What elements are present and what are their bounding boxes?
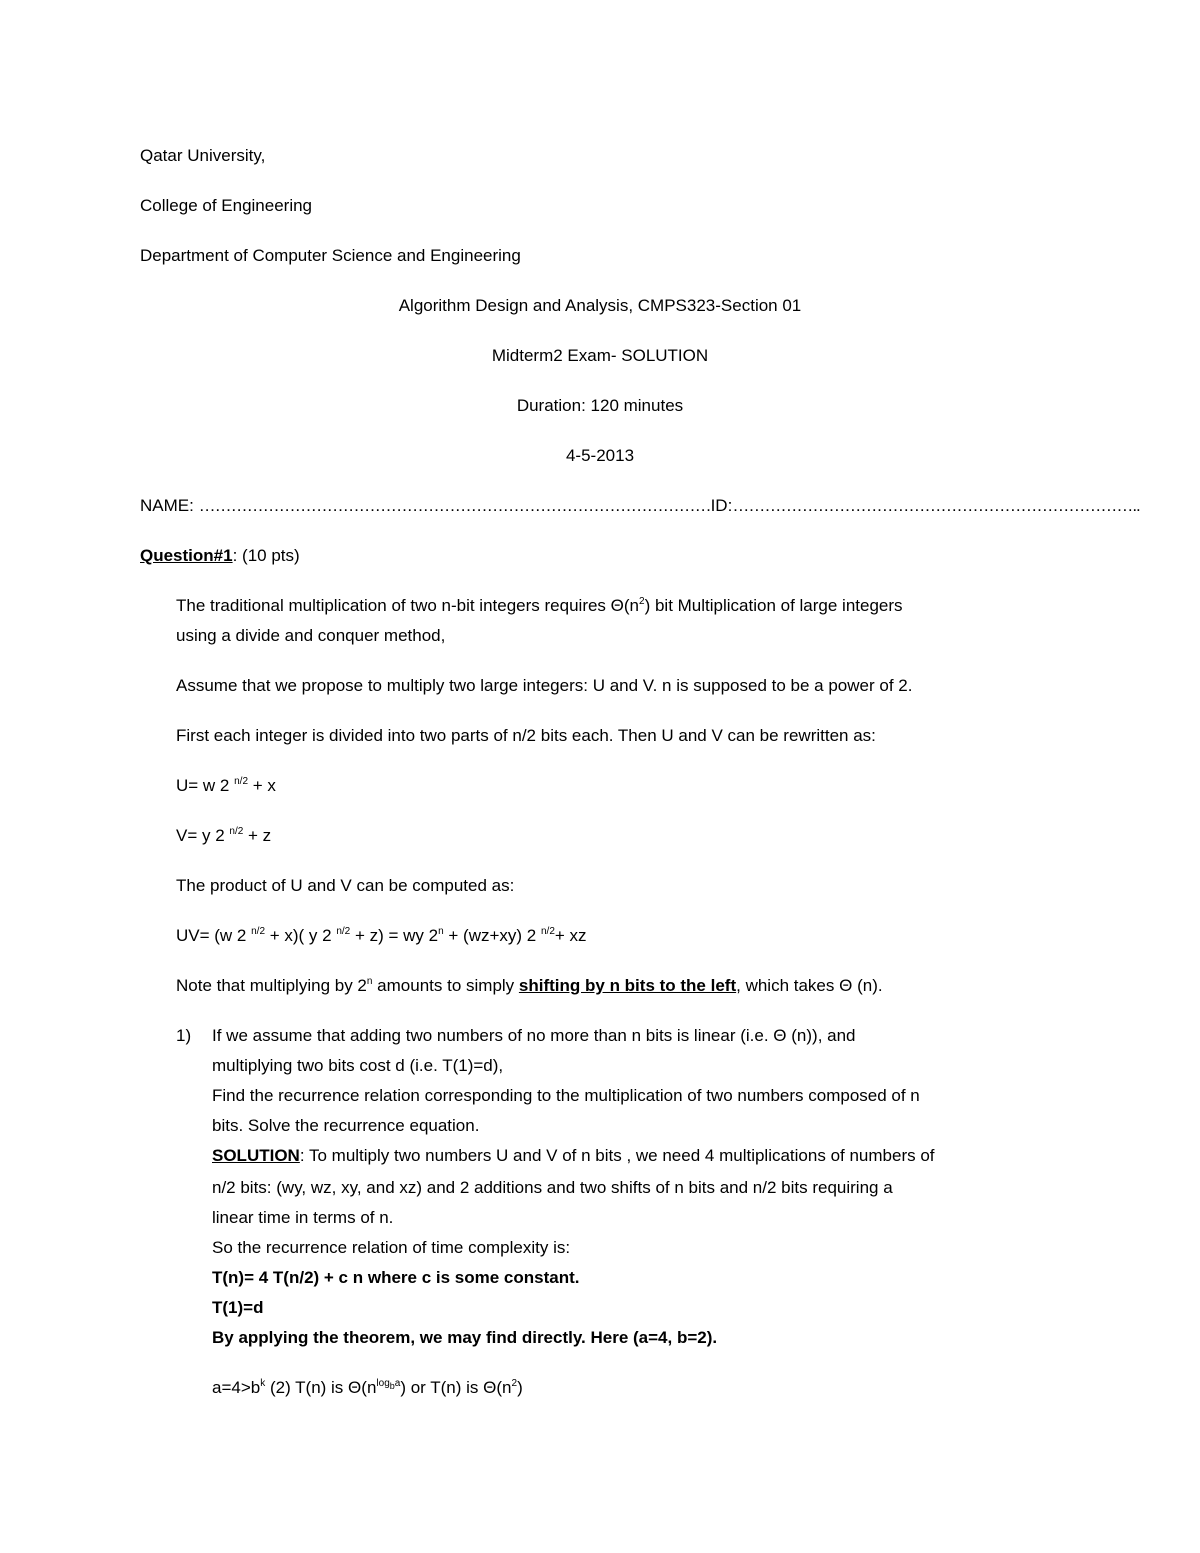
university-name: Qatar University, — [140, 146, 266, 165]
course-title: Algorithm Design and Analysis, CMPS323-Section 01 — [398, 296, 802, 315]
equation-uv: UV= (w 2 $^{n/2}$ + x)( y 2 $^{n/2}$ + z) = wy $2^n + (wz+xy)$ 2 $^{n/2}$+ xz — [176, 926, 587, 945]
equation-u: U= w 2 $^{n/2}$ + x — [176, 776, 276, 795]
theta-symbol: Θ — [348, 1378, 362, 1397]
item-number: 1) — [176, 1026, 192, 1045]
solution-line2: n/2 bits: (wy, wz, xy, and xz) and 2 additions and two shifts of n bits and n/2 bits requiring a — [212, 1178, 893, 1197]
solution-label: SOLUTION — [212, 1146, 300, 1165]
exam-title: Midterm2 Exam- SOLUTION — [491, 346, 709, 365]
exam-duration: Duration: 120 minutes — [516, 396, 684, 415]
name-id-line — [140, 495, 1140, 517]
item1-line4: bits. Solve the recurrence equation. — [212, 1116, 480, 1135]
item1-line1: If we assume that adding two numbers of no more than n bits is linear (i.e. Θ (n)), and — [212, 1026, 856, 1045]
solution-line3: linear time in terms of n. — [212, 1208, 394, 1227]
question1-paragraph1-line2: using a divide and conquer method, — [176, 626, 446, 645]
equation-v: V= y 2 $^{n/2}$ + z — [176, 826, 272, 845]
question1-paragraph1: The traditional multiplication of two n-bit integers requires $\Theta(n^2)$ bit Multiplication of large integers — [176, 596, 903, 615]
name-label: NAME: — [140, 496, 194, 515]
recurrence-relation: T(n)= 4 T(n/2) + c n where c is some constant. — [212, 1268, 580, 1287]
final-result: $a=4>b^k$ (2) T(n) is $\Theta(n^{log_ba})$ or T(n) is $\Theta(n^2)$ — [212, 1378, 523, 1397]
question1-paragraph2: Assume that we propose to multiply two large integers: U and V. n is supposed to be a power of 2. — [176, 676, 913, 695]
department-name: Department of Computer Science and Engineering — [140, 246, 521, 265]
id-label: ID: — [710, 496, 733, 515]
item1-line2: multiplying two bits cost d (i.e. T(1)=d), — [212, 1056, 504, 1075]
theta-symbol: Θ — [773, 1026, 787, 1045]
question1-heading — [140, 545, 300, 567]
theorem-application: By applying the theorem, we may find directly. Here (a=4, b=2). — [212, 1328, 718, 1347]
solution-line4: So the recurrence relation of time complexity is: — [212, 1238, 571, 1257]
question1-paragraph3: First each integer is divided into two parts of n/2 bits each. Then U and V can be rewritten as: — [176, 726, 876, 745]
theta-symbol: Θ — [839, 976, 853, 995]
name-field[interactable]: …………………………………………………………………………………… — [198, 496, 711, 515]
recurrence-base-case: T(1)=d — [212, 1298, 264, 1317]
shift-note-emphasis: shifting by n bits to the left — [518, 976, 737, 995]
solution-line1: SOLUTION: To multiply two numbers U and V of n bits , we need 4 multiplications of numbers of — [212, 1146, 935, 1165]
id-field[interactable]: ………………………………………………………………….. — [732, 496, 1140, 515]
question1-title: Question#1 — [140, 546, 233, 565]
exam-date: 4-5-2013 — [565, 446, 635, 465]
shift-note: Note that multiplying by 2$^n$ amounts to simply shifting by n bits to the left, which takes Θ (n). — [176, 976, 883, 995]
item1-line3: Find the recurrence relation corresponding to the multiplication of two numbers composed of n — [212, 1086, 920, 1105]
college-name: College of Engineering — [140, 196, 313, 215]
theta-symbol: Θ — [483, 1378, 497, 1397]
question1-points: : (10 pts) — [232, 546, 300, 565]
theta-symbol: Θ — [610, 596, 624, 615]
question1-paragraph4: The product of U and V can be computed as: — [176, 876, 515, 895]
